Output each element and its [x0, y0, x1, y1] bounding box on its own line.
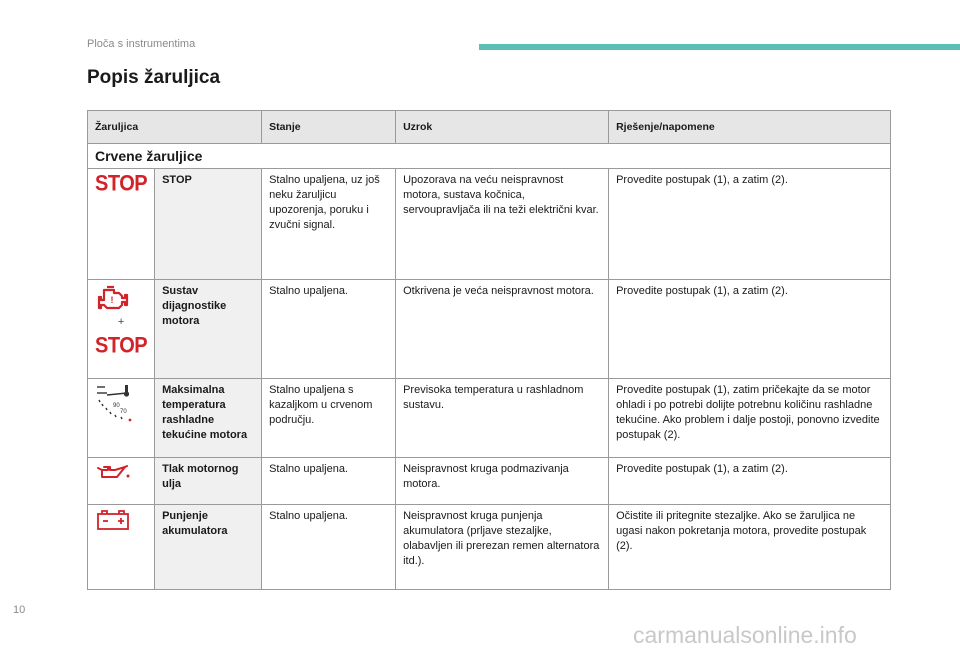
- icon-cell: [88, 458, 155, 505]
- light-name: Sustav dijagnostike motora: [155, 280, 262, 379]
- light-state: Stalno upaljena s kazaljkom u crvenom području.: [262, 379, 396, 458]
- warning-lights-table: [87, 110, 891, 590]
- light-cause: Neispravnost kruga podmazivanja motora.: [396, 458, 609, 505]
- light-name: Maksimalna temperatura rashladne tekućine motora: [155, 379, 262, 458]
- light-cause: Upozorava na veću neispravnost motora, sustava kočnica, servoupravljača ili na teži električni kvar.: [396, 169, 609, 280]
- light-name: Punjenje akumulatora: [155, 505, 262, 590]
- watermark: carmanualsonline.info: [633, 622, 857, 648]
- light-solution: Provedite postupak (1), a zatim (2).: [609, 169, 891, 280]
- table-header-row: [88, 111, 891, 144]
- header-accent-bar: [479, 44, 960, 50]
- stop-icon: STOP: [95, 171, 148, 197]
- table-row: [88, 280, 891, 379]
- light-state: Stalno upaljena.: [262, 280, 396, 379]
- coolant-temperature-icon: [95, 383, 133, 425]
- table-row: [88, 169, 891, 280]
- section-header: Ploča s instrumentima: [87, 38, 196, 50]
- gauge-label-90: 90: [113, 403, 120, 409]
- table-row: [88, 379, 891, 458]
- gauge-label-70: 70: [120, 409, 127, 415]
- table-row: [88, 458, 891, 505]
- light-cause: Otkrivena je veća neispravnost motora.: [396, 280, 609, 379]
- light-solution: Provedite postupak (1), zatim pričekajte da se motor ohladi i po potrebi dolijte potrebnu količinu rashladne tekućine. Ako problem i dalje postoji, ponovno izvedite postupak (2).: [609, 379, 891, 458]
- oil-pressure-icon: [95, 462, 131, 482]
- icon-cell: [88, 505, 155, 590]
- icon-cell: [88, 379, 155, 458]
- page-title: Popis žaruljica: [87, 67, 221, 88]
- battery-icon: [95, 509, 131, 531]
- light-state: Stalno upaljena, uz još neku žaruljicu upozorenja, poruku i zvučni signal.: [262, 169, 396, 280]
- light-solution: Provedite postupak (1), a zatim (2).: [609, 458, 891, 505]
- page-number: 10: [13, 604, 26, 616]
- section-title: Crvene žaruljice: [88, 144, 891, 169]
- icon-cell: [88, 280, 155, 379]
- light-cause: Neispravnost kruga punjenja akumulatora (prljave stezaljke, olabavljen ili prerezan remen alternatora itd.).: [396, 505, 609, 590]
- light-solution: Provedite postupak (1), a zatim (2).: [609, 280, 891, 379]
- column-header-state: Stanje: [262, 111, 396, 144]
- light-name: Tlak motornog ulja: [155, 458, 262, 505]
- column-header-solution: Rješenje/napomene: [609, 111, 891, 144]
- column-header-cause: Uzrok: [396, 111, 609, 144]
- table-row: [88, 505, 891, 590]
- light-cause: Previsoka temperatura u rashladnom sustavu.: [396, 379, 609, 458]
- engine-diagnostics-icon: [95, 284, 129, 310]
- column-header-light: Žaruljica: [88, 111, 262, 144]
- plus-sign: +: [117, 316, 125, 328]
- stop-icon: STOP: [95, 333, 148, 359]
- light-state: Stalno upaljena.: [262, 458, 396, 505]
- light-name: STOP: [155, 169, 262, 280]
- light-state: Stalno upaljena.: [262, 505, 396, 590]
- svg-text:!: !: [110, 295, 114, 305]
- section-row: [88, 144, 891, 169]
- icon-cell: [88, 169, 155, 280]
- light-solution: Očistite ili pritegnite stezaljke. Ako se žaruljica ne ugasi nakon pokretanja motora, provedite postupak (2).: [609, 505, 891, 590]
